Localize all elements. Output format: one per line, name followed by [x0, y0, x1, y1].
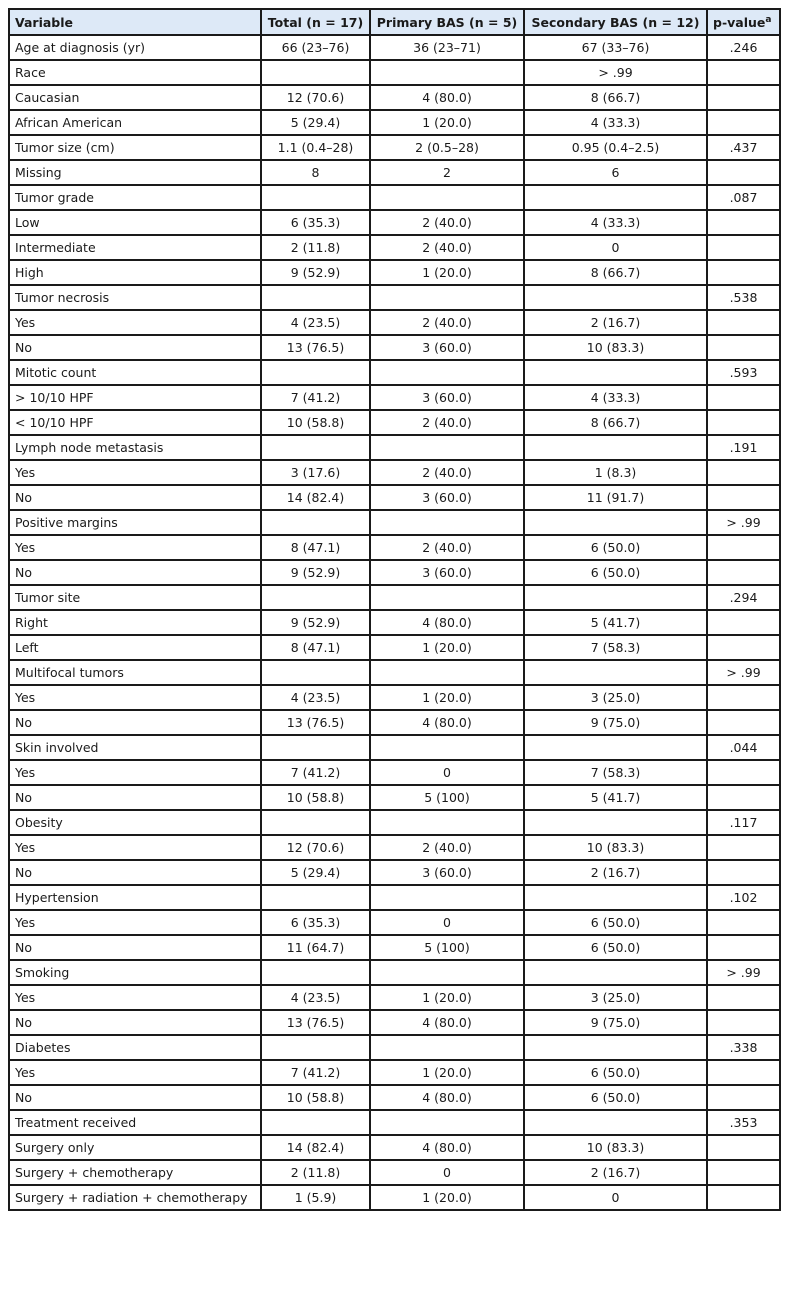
- cell-secondary-bas: 2 (16.7): [524, 860, 707, 885]
- cell-variable: No: [9, 1085, 261, 1110]
- cell-p-value: [707, 835, 780, 860]
- cell-primary-bas: [370, 885, 524, 910]
- header-total: Total (n = 17): [261, 9, 370, 35]
- table-row: [9, 935, 780, 960]
- cell-secondary-bas: 7 (58.3): [524, 760, 707, 785]
- table-header: [9, 9, 780, 35]
- cell-p-value: .437: [707, 135, 780, 160]
- cell-primary-bas: 2 (40.0): [370, 310, 524, 335]
- cell-total: [261, 735, 370, 760]
- cell-secondary-bas: [524, 510, 707, 535]
- cell-total: [261, 360, 370, 385]
- cell-secondary-bas: 9 (75.0): [524, 1010, 707, 1035]
- cell-total: 1 (5.9): [261, 1185, 370, 1210]
- cell-secondary-bas: 4 (33.3): [524, 110, 707, 135]
- cell-total: 13 (76.5): [261, 1010, 370, 1035]
- cell-variable: No: [9, 710, 261, 735]
- cell-total: 4 (23.5): [261, 985, 370, 1010]
- cell-secondary-bas: 11 (91.7): [524, 485, 707, 510]
- cell-p-value: [707, 760, 780, 785]
- table-row: [9, 285, 780, 310]
- cell-p-value: [707, 1085, 780, 1110]
- cell-primary-bas: [370, 360, 524, 385]
- cell-variable: < 10/10 HPF: [9, 410, 261, 435]
- cell-total: 10 (58.8): [261, 1085, 370, 1110]
- cell-p-value: .338: [707, 1035, 780, 1060]
- cell-primary-bas: 2 (40.0): [370, 410, 524, 435]
- cell-secondary-bas: 6 (50.0): [524, 1060, 707, 1085]
- cell-total: 8 (47.1): [261, 535, 370, 560]
- table-row: [9, 360, 780, 385]
- cell-p-value: > .99: [707, 660, 780, 685]
- cell-secondary-bas: 6 (50.0): [524, 560, 707, 585]
- cell-p-value: [707, 1135, 780, 1160]
- table-row: [9, 560, 780, 585]
- cell-secondary-bas: [524, 960, 707, 985]
- cell-primary-bas: 1 (20.0): [370, 685, 524, 710]
- cell-total: 10 (58.8): [261, 785, 370, 810]
- cell-primary-bas: [370, 1035, 524, 1060]
- cell-secondary-bas: 10 (83.3): [524, 835, 707, 860]
- cell-p-value: [707, 310, 780, 335]
- cell-secondary-bas: 7 (58.3): [524, 635, 707, 660]
- cell-primary-bas: 4 (80.0): [370, 1010, 524, 1035]
- cell-p-value: [707, 85, 780, 110]
- cell-p-value: .191: [707, 435, 780, 460]
- cell-p-value: [707, 160, 780, 185]
- cell-p-value: [707, 1060, 780, 1085]
- cell-primary-bas: 3 (60.0): [370, 485, 524, 510]
- cell-total: 10 (58.8): [261, 410, 370, 435]
- cell-p-value: .087: [707, 185, 780, 210]
- header-p-value: [707, 9, 780, 35]
- cell-primary-bas: 2 (40.0): [370, 535, 524, 560]
- cell-variable: > 10/10 HPF: [9, 385, 261, 410]
- header-row: [9, 9, 780, 35]
- cell-primary-bas: 2 (40.0): [370, 460, 524, 485]
- cell-total: 4 (23.5): [261, 310, 370, 335]
- cell-total: 5 (29.4): [261, 110, 370, 135]
- table-row: [9, 260, 780, 285]
- cell-variable: Positive margins: [9, 510, 261, 535]
- cell-variable: Yes: [9, 460, 261, 485]
- cell-primary-bas: 3 (60.0): [370, 385, 524, 410]
- cell-primary-bas: 1 (20.0): [370, 1185, 524, 1210]
- cell-primary-bas: [370, 285, 524, 310]
- cell-primary-bas: 3 (60.0): [370, 860, 524, 885]
- cell-total: 66 (23–76): [261, 35, 370, 60]
- cell-primary-bas: [370, 960, 524, 985]
- cell-secondary-bas: 67 (33–76): [524, 35, 707, 60]
- cell-total: 6 (35.3): [261, 210, 370, 235]
- cell-primary-bas: [370, 1110, 524, 1135]
- cell-variable: Left: [9, 635, 261, 660]
- cell-p-value: [707, 485, 780, 510]
- cell-primary-bas: [370, 585, 524, 610]
- cell-secondary-bas: 2 (16.7): [524, 310, 707, 335]
- cell-secondary-bas: 4 (33.3): [524, 210, 707, 235]
- cell-secondary-bas: > .99: [524, 60, 707, 85]
- table-row: [9, 710, 780, 735]
- cell-secondary-bas: 9 (75.0): [524, 710, 707, 735]
- cell-p-value: .538: [707, 285, 780, 310]
- cell-secondary-bas: 0.95 (0.4–2.5): [524, 135, 707, 160]
- cell-secondary-bas: [524, 810, 707, 835]
- table-row: [9, 110, 780, 135]
- table-row: [9, 35, 780, 60]
- cell-secondary-bas: [524, 360, 707, 385]
- cell-total: 8: [261, 160, 370, 185]
- cell-variable: Yes: [9, 310, 261, 335]
- table-row: [9, 385, 780, 410]
- cell-primary-bas: [370, 435, 524, 460]
- cell-primary-bas: [370, 660, 524, 685]
- cell-total: 4 (23.5): [261, 685, 370, 710]
- cell-secondary-bas: 10 (83.3): [524, 335, 707, 360]
- header-p-value-footnote-marker: a: [765, 14, 772, 25]
- cell-secondary-bas: 10 (83.3): [524, 1135, 707, 1160]
- cell-p-value: [707, 1185, 780, 1210]
- cell-p-value: [707, 935, 780, 960]
- cell-p-value: [707, 335, 780, 360]
- cell-primary-bas: 3 (60.0): [370, 335, 524, 360]
- cell-p-value: > .99: [707, 960, 780, 985]
- table-row: [9, 810, 780, 835]
- cell-p-value: [707, 385, 780, 410]
- cell-secondary-bas: 6 (50.0): [524, 1085, 707, 1110]
- cell-variable: Surgery + radiation + chemotherapy: [9, 1185, 261, 1210]
- cell-secondary-bas: [524, 735, 707, 760]
- cell-variable: Caucasian: [9, 85, 261, 110]
- cell-total: 7 (41.2): [261, 1060, 370, 1085]
- cell-variable: Hypertension: [9, 885, 261, 910]
- table-row: [9, 785, 780, 810]
- table-row: [9, 235, 780, 260]
- cell-secondary-bas: [524, 585, 707, 610]
- cell-total: 7 (41.2): [261, 760, 370, 785]
- cell-variable: Surgery + chemotherapy: [9, 1160, 261, 1185]
- cell-variable: Tumor size (cm): [9, 135, 261, 160]
- cell-primary-bas: 4 (80.0): [370, 85, 524, 110]
- cell-primary-bas: 36 (23–71): [370, 35, 524, 60]
- cell-primary-bas: 4 (80.0): [370, 710, 524, 735]
- cell-primary-bas: 2 (40.0): [370, 235, 524, 260]
- cell-secondary-bas: 6: [524, 160, 707, 185]
- cell-variable: High: [9, 260, 261, 285]
- cell-total: [261, 285, 370, 310]
- cell-total: 13 (76.5): [261, 710, 370, 735]
- cell-p-value: .353: [707, 1110, 780, 1135]
- cell-variable: Yes: [9, 835, 261, 860]
- cell-total: 7 (41.2): [261, 385, 370, 410]
- cell-variable: Tumor site: [9, 585, 261, 610]
- cell-total: 9 (52.9): [261, 260, 370, 285]
- table-row: [9, 335, 780, 360]
- cell-total: [261, 960, 370, 985]
- cell-primary-bas: 2 (0.5–28): [370, 135, 524, 160]
- cell-variable: Diabetes: [9, 1035, 261, 1060]
- cell-p-value: [707, 260, 780, 285]
- cell-p-value: [707, 110, 780, 135]
- cell-p-value: [707, 710, 780, 735]
- cell-primary-bas: 0: [370, 910, 524, 935]
- header-secondary-bas: Secondary BAS (n = 12): [524, 9, 707, 35]
- cell-total: 12 (70.6): [261, 85, 370, 110]
- cell-variable: Race: [9, 60, 261, 85]
- cell-p-value: .044: [707, 735, 780, 760]
- cell-variable: Yes: [9, 910, 261, 935]
- cell-variable: No: [9, 935, 261, 960]
- cell-primary-bas: [370, 810, 524, 835]
- cell-variable: No: [9, 560, 261, 585]
- table-row: [9, 860, 780, 885]
- cell-secondary-bas: 0: [524, 235, 707, 260]
- cell-p-value: [707, 235, 780, 260]
- cell-p-value: .294: [707, 585, 780, 610]
- cell-p-value: [707, 785, 780, 810]
- table-row: [9, 435, 780, 460]
- table-row: [9, 1185, 780, 1210]
- cell-total: 2 (11.8): [261, 1160, 370, 1185]
- cell-primary-bas: 2: [370, 160, 524, 185]
- cell-p-value: [707, 210, 780, 235]
- table-row: [9, 310, 780, 335]
- table-row: [9, 160, 780, 185]
- cell-p-value: [707, 635, 780, 660]
- table-row: [9, 60, 780, 85]
- cell-total: [261, 1110, 370, 1135]
- cell-p-value: [707, 560, 780, 585]
- table-row: [9, 210, 780, 235]
- table-row: [9, 535, 780, 560]
- cell-primary-bas: [370, 735, 524, 760]
- cell-primary-bas: 1 (20.0): [370, 635, 524, 660]
- table-row: [9, 960, 780, 985]
- cell-secondary-bas: 2 (16.7): [524, 1160, 707, 1185]
- cell-variable: Skin involved: [9, 735, 261, 760]
- cell-variable: No: [9, 485, 261, 510]
- cell-secondary-bas: 6 (50.0): [524, 535, 707, 560]
- table-row: [9, 760, 780, 785]
- cell-variable: Treatment received: [9, 1110, 261, 1135]
- cell-variable: No: [9, 860, 261, 885]
- cell-total: [261, 585, 370, 610]
- table-row: [9, 1110, 780, 1135]
- table-row: [9, 1035, 780, 1060]
- cell-total: 12 (70.6): [261, 835, 370, 860]
- cell-variable: Yes: [9, 685, 261, 710]
- cell-p-value: [707, 860, 780, 885]
- cell-p-value: [707, 610, 780, 635]
- cell-primary-bas: 5 (100): [370, 935, 524, 960]
- cell-total: 1.1 (0.4–28): [261, 135, 370, 160]
- cell-primary-bas: 5 (100): [370, 785, 524, 810]
- cell-primary-bas: 1 (20.0): [370, 110, 524, 135]
- table-row: [9, 685, 780, 710]
- cell-total: 2 (11.8): [261, 235, 370, 260]
- cell-total: [261, 185, 370, 210]
- cell-secondary-bas: 5 (41.7): [524, 785, 707, 810]
- header-primary-bas: Primary BAS (n = 5): [370, 9, 524, 35]
- cell-variable: Tumor grade: [9, 185, 261, 210]
- cell-total: 5 (29.4): [261, 860, 370, 885]
- cell-total: 6 (35.3): [261, 910, 370, 935]
- cell-secondary-bas: [524, 1035, 707, 1060]
- cell-variable: Yes: [9, 1060, 261, 1085]
- cell-variable: Age at diagnosis (yr): [9, 35, 261, 60]
- table-row: [9, 85, 780, 110]
- header-variable: Variable: [9, 9, 261, 35]
- cell-variable: Low: [9, 210, 261, 235]
- cell-variable: No: [9, 1010, 261, 1035]
- table-row: [9, 460, 780, 485]
- cell-variable: Intermediate: [9, 235, 261, 260]
- cell-total: [261, 1035, 370, 1060]
- table-row: [9, 1160, 780, 1185]
- cell-total: [261, 60, 370, 85]
- cell-variable: Smoking: [9, 960, 261, 985]
- cell-variable: African American: [9, 110, 261, 135]
- cell-p-value: [707, 685, 780, 710]
- table-row: [9, 985, 780, 1010]
- cell-total: 3 (17.6): [261, 460, 370, 485]
- cell-primary-bas: 3 (60.0): [370, 560, 524, 585]
- cell-secondary-bas: [524, 1110, 707, 1135]
- cell-variable: Missing: [9, 160, 261, 185]
- table-row: [9, 610, 780, 635]
- cell-secondary-bas: [524, 435, 707, 460]
- cell-total: 14 (82.4): [261, 485, 370, 510]
- cell-primary-bas: 2 (40.0): [370, 210, 524, 235]
- cell-secondary-bas: 6 (50.0): [524, 935, 707, 960]
- cell-p-value: [707, 985, 780, 1010]
- cell-variable: No: [9, 785, 261, 810]
- cell-total: 9 (52.9): [261, 560, 370, 585]
- table-row: [9, 510, 780, 535]
- table-row: [9, 735, 780, 760]
- table-row: [9, 485, 780, 510]
- cell-secondary-bas: [524, 185, 707, 210]
- cell-p-value: [707, 1010, 780, 1035]
- cell-variable: Mitotic count: [9, 360, 261, 385]
- table-row: [9, 835, 780, 860]
- cell-p-value: [707, 535, 780, 560]
- cell-primary-bas: 4 (80.0): [370, 610, 524, 635]
- cell-secondary-bas: [524, 660, 707, 685]
- cell-total: 11 (64.7): [261, 935, 370, 960]
- characteristics-table: [8, 8, 781, 1211]
- cell-variable: Yes: [9, 535, 261, 560]
- cell-p-value: [707, 910, 780, 935]
- cell-total: [261, 810, 370, 835]
- cell-secondary-bas: [524, 885, 707, 910]
- cell-secondary-bas: 8 (66.7): [524, 85, 707, 110]
- cell-p-value: [707, 410, 780, 435]
- cell-variable: Surgery only: [9, 1135, 261, 1160]
- cell-variable: Obesity: [9, 810, 261, 835]
- cell-variable: Right: [9, 610, 261, 635]
- cell-primary-bas: 4 (80.0): [370, 1135, 524, 1160]
- cell-p-value: > .99: [707, 510, 780, 535]
- cell-p-value: .102: [707, 885, 780, 910]
- table-row: [9, 885, 780, 910]
- cell-secondary-bas: 0: [524, 1185, 707, 1210]
- table-row: [9, 1010, 780, 1035]
- cell-secondary-bas: 8 (66.7): [524, 260, 707, 285]
- cell-total: [261, 660, 370, 685]
- cell-total: 13 (76.5): [261, 335, 370, 360]
- cell-secondary-bas: 3 (25.0): [524, 685, 707, 710]
- cell-total: [261, 510, 370, 535]
- table-row: [9, 635, 780, 660]
- cell-secondary-bas: 6 (50.0): [524, 910, 707, 935]
- cell-variable: Lymph node metastasis: [9, 435, 261, 460]
- cell-secondary-bas: 5 (41.7): [524, 610, 707, 635]
- cell-variable: No: [9, 335, 261, 360]
- cell-primary-bas: 1 (20.0): [370, 1060, 524, 1085]
- cell-variable: Tumor necrosis: [9, 285, 261, 310]
- cell-variable: Multifocal tumors: [9, 660, 261, 685]
- cell-secondary-bas: 1 (8.3): [524, 460, 707, 485]
- cell-p-value: [707, 1160, 780, 1185]
- table-body: [9, 35, 780, 1210]
- cell-total: 14 (82.4): [261, 1135, 370, 1160]
- cell-primary-bas: [370, 185, 524, 210]
- table-row: [9, 185, 780, 210]
- table-row: [9, 135, 780, 160]
- table-row: [9, 1135, 780, 1160]
- cell-variable: Yes: [9, 760, 261, 785]
- cell-total: [261, 885, 370, 910]
- table-row: [9, 1085, 780, 1110]
- cell-primary-bas: [370, 60, 524, 85]
- cell-primary-bas: 1 (20.0): [370, 260, 524, 285]
- cell-secondary-bas: [524, 285, 707, 310]
- table-row: [9, 410, 780, 435]
- cell-secondary-bas: 8 (66.7): [524, 410, 707, 435]
- cell-total: 9 (52.9): [261, 610, 370, 635]
- table-row: [9, 1060, 780, 1085]
- cell-primary-bas: [370, 510, 524, 535]
- cell-primary-bas: 1 (20.0): [370, 985, 524, 1010]
- table-row: [9, 910, 780, 935]
- table-row: [9, 660, 780, 685]
- cell-primary-bas: 2 (40.0): [370, 835, 524, 860]
- cell-primary-bas: 0: [370, 1160, 524, 1185]
- cell-p-value: [707, 460, 780, 485]
- cell-total: 8 (47.1): [261, 635, 370, 660]
- cell-secondary-bas: 3 (25.0): [524, 985, 707, 1010]
- cell-p-value: .117: [707, 810, 780, 835]
- cell-p-value: .246: [707, 35, 780, 60]
- cell-primary-bas: 4 (80.0): [370, 1085, 524, 1110]
- cell-total: [261, 435, 370, 460]
- cell-variable: Yes: [9, 985, 261, 1010]
- table-row: [9, 585, 780, 610]
- cell-p-value: .593: [707, 360, 780, 385]
- header-p-value-label: p-value: [713, 14, 766, 30]
- cell-p-value: [707, 60, 780, 85]
- cell-primary-bas: 0: [370, 760, 524, 785]
- cell-secondary-bas: 4 (33.3): [524, 385, 707, 410]
